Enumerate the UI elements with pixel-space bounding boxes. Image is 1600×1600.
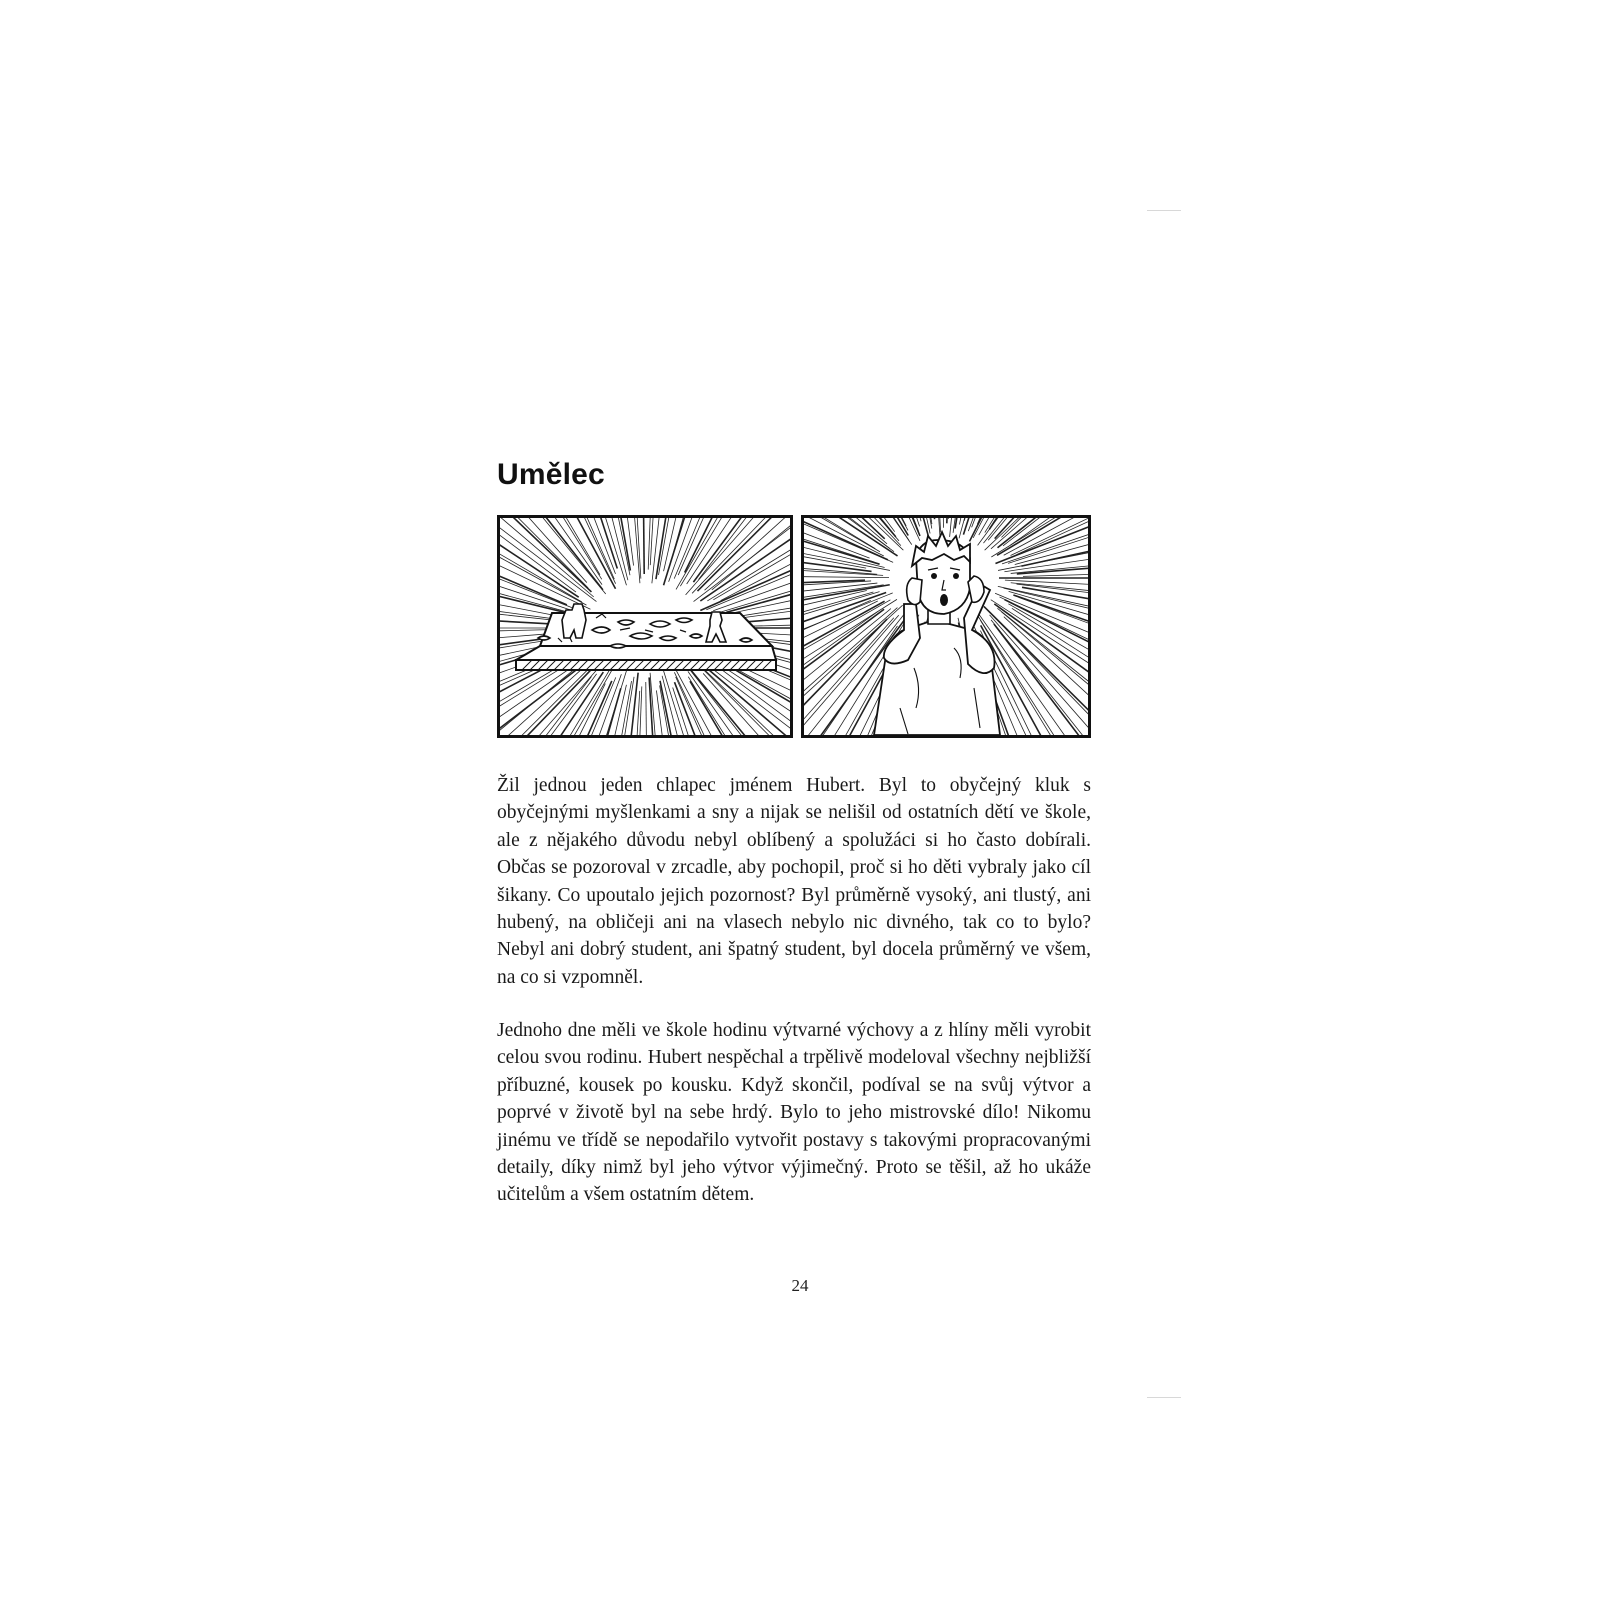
body-paragraph-1: Žil jednou jeden chlapec jménem Hubert. Byl to obyčejný kluk s obyčejnými myšlenkami a sny a nijak se nelišil od ostatních dětí ve škole, ale z nějakého důvodu nebyl oblíbený a spolužáci si ho často dobírali. Občas se pozoroval v zrcadle, aby pochopil, proč si ho děti vybraly jako cíl šikany. Co upoutalo jejich pozornost? Byl průměrně vysoký, ani tlustý, ani hubený, na obličeji ani na vlasech nebylo nic divného, tak co to bylo? Nebyl ani dobrý student, ani špatný student, byl docela průměrný ve všem, na co si vzpomněl. [497,775,1091,988]
clay-figures-on-board-icon [500,518,790,735]
crop-mark-top [1147,210,1181,211]
page-number: 24 [791,1276,809,1295]
crop-mark-bottom [1147,1397,1181,1398]
comic-panel-shocked-boy [801,515,1091,738]
comic-panel-clay-figures [497,515,793,738]
shocked-boy-icon [804,518,1088,735]
chapter-title: Umělec [497,458,605,491]
body-paragraph-2: Jednoho dne měli ve škole hodinu výtvarné výchovy a z hlíny měli vyrobit celou svou rodinu. Hubert nespěchal a trpělivě modeloval všechny nejbližší příbuzné, kousek po kousku. Když skončil, podíval se na svůj výtvor a poprvé v životě byl na sebe hrdý. Bylo to jeho mistrovské dílo! Nikomu jinému ve třídě se nepodařilo vytvořit postavy s takovými propracovanými detaily, díky nimž byl jeho výtvor výjimečný. Proto se těšil, až ho ukáže učitelům a všem ostatním dětem. [497,1020,1091,1206]
